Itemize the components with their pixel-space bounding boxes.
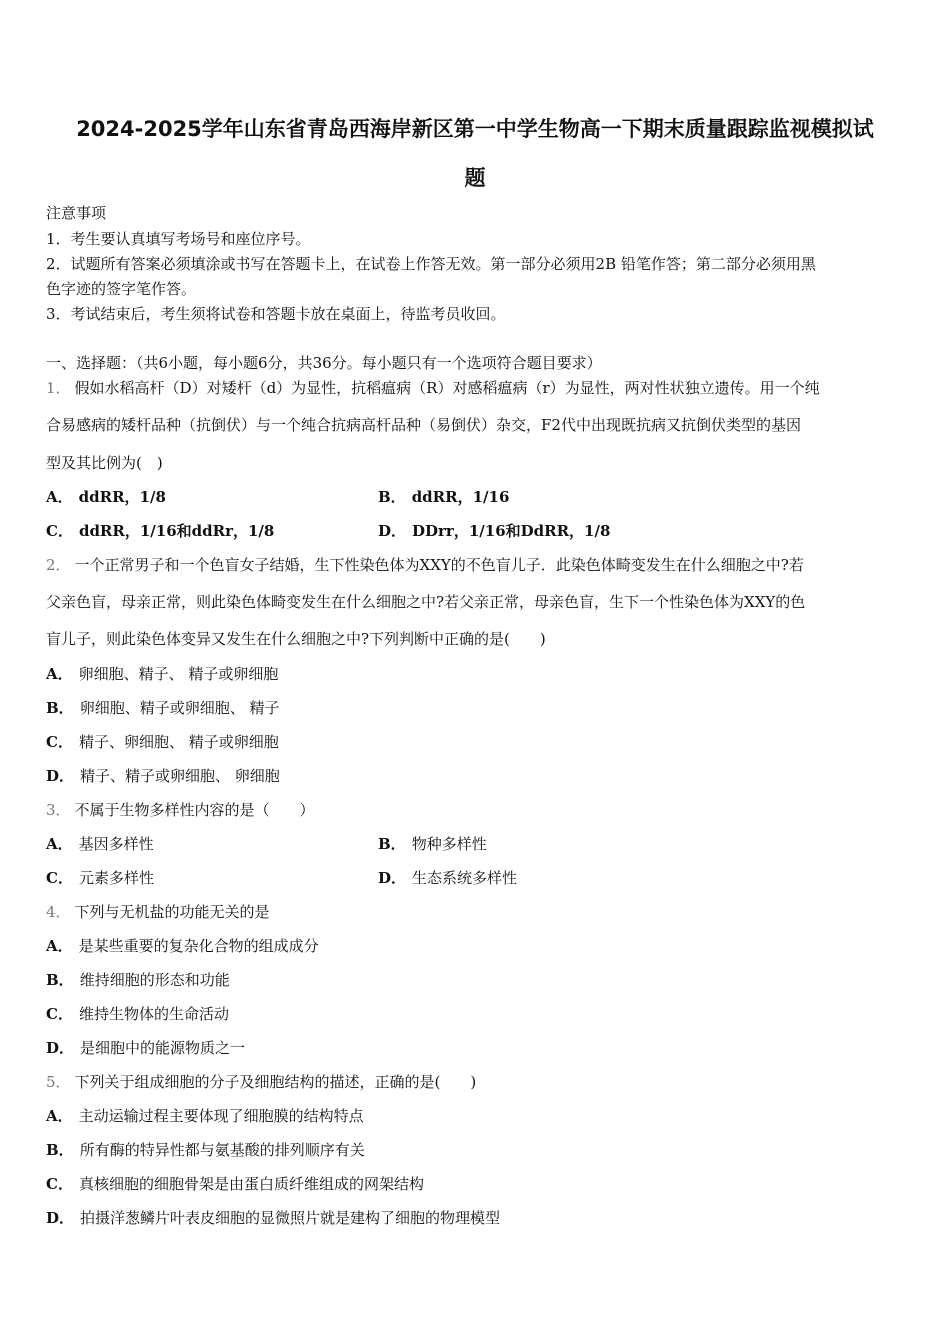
- page-title: 2024-2025学年山东省青岛西海岸新区第一中学生物高一下期末质量跟踪监视模拟试: [76, 117, 874, 141]
- option-c[interactable]: C． 真核细胞的细胞骨架是由蛋白质纤维组成的网架结构: [46, 1175, 424, 1193]
- option-c[interactable]: C． 元素多样性: [46, 869, 154, 887]
- notice-item: 色字迹的签字笔作答。: [46, 280, 197, 298]
- question-3-stem: 3． 不属于生物多样性内容的是（ ）: [46, 801, 315, 819]
- option-d[interactable]: D． DDrr，1/16和DdRR，1/8: [378, 522, 611, 540]
- option-c[interactable]: C． 维持生物体的生命活动: [46, 1005, 229, 1023]
- option-a[interactable]: A． 基因多样性: [46, 835, 154, 853]
- notice-heading: 注意事项: [46, 204, 107, 222]
- question-1-stem-line: 合易感病的矮杆品种（抗倒伏）与一个纯合抗病高杆品种（易倒伏）杂交，F2代中出现既抗病又抗倒伏类型的基因: [46, 416, 801, 434]
- question-2-stem: 2． 一个正常男子和一个色盲女子结婚，生下性染色体为XXY的不色盲儿子．此染色体畸变发生在什么细胞之中?若: [46, 556, 804, 574]
- option-b[interactable]: B． 卵细胞、精子或卵细胞、 精子: [46, 699, 280, 717]
- option-c[interactable]: C． ddRR，1/16和ddRr，1/8: [46, 522, 275, 540]
- option-b[interactable]: B． ddRR，1/16: [378, 488, 510, 506]
- question-number: 5．: [46, 1073, 71, 1091]
- question-number: 1．: [46, 379, 71, 397]
- question-number: 2．: [46, 556, 71, 574]
- option-a[interactable]: A． 是某些重要的复杂化合物的组成成分: [46, 937, 319, 955]
- notice-item: 2．试题所有答案必须填涂或书写在答题卡上，在试卷上作答无效。第一部分必须用2B 铅笔作答；第二部分必须用黑: [46, 255, 816, 273]
- question-2-stem-line: 盲儿子，则此染色体变异又发生在什么细胞之中?下列判断中正确的是( ): [46, 630, 546, 648]
- question-4-stem: 4． 下列与无机盐的功能无关的是: [46, 903, 270, 921]
- notice-item: 3．考试结束后，考生须将试卷和答题卡放在桌面上，待监考员收回。: [46, 305, 506, 323]
- section-heading: 一、选择题：（共6小题，每小题6分，共36分。每小题只有一个选项符合题目要求）: [46, 354, 602, 372]
- question-2-stem-line: 父亲色盲，母亲正常，则此染色体畸变发生在什么细胞之中?若父亲正常，母亲色盲，生下一个性染色体为XXY的色: [46, 593, 806, 611]
- option-d[interactable]: D． 拍摄洋葱鳞片叶表皮细胞的显微照片就是建构了细胞的物理模型: [46, 1209, 501, 1227]
- question-5-stem: 5． 下列关于组成细胞的分子及细胞结构的描述，正确的是( ): [46, 1073, 477, 1091]
- option-d[interactable]: D． 生态系统多样性: [378, 869, 518, 887]
- question-1-stem: 1． 假如水稻高杆（D）对矮杆（d）为显性，抗稻瘟病（R）对感稻瘟病（r）为显性，两对性状独立遗传。用一个纯: [46, 379, 820, 397]
- option-a[interactable]: A． 卵细胞、精子、 精子或卵细胞: [46, 665, 279, 683]
- option-d[interactable]: D． 是细胞中的能源物质之一: [46, 1039, 246, 1057]
- option-b[interactable]: B． 所有酶的特异性都与氨基酸的排列顺序有关: [46, 1141, 365, 1159]
- option-c[interactable]: C． 精子、卵细胞、 精子或卵细胞: [46, 733, 279, 751]
- option-b[interactable]: B． 物种多样性: [378, 835, 487, 853]
- notice-item: 1．考生要认真填写考场号和座位序号。: [46, 230, 311, 248]
- question-number: 3．: [46, 801, 71, 819]
- option-b[interactable]: B． 维持细胞的形态和功能: [46, 971, 230, 989]
- option-d[interactable]: D． 精子、精子或卵细胞、 卵细胞: [46, 767, 280, 785]
- option-a[interactable]: A． ddRR，1/8: [46, 488, 166, 506]
- option-a[interactable]: A． 主动运输过程主要体现了细胞膜的结构特点: [46, 1107, 364, 1125]
- question-number: 4．: [46, 903, 71, 921]
- question-1-stem-line: 型及其比例为( ): [46, 454, 163, 472]
- page-title-continued: 题: [464, 166, 486, 190]
